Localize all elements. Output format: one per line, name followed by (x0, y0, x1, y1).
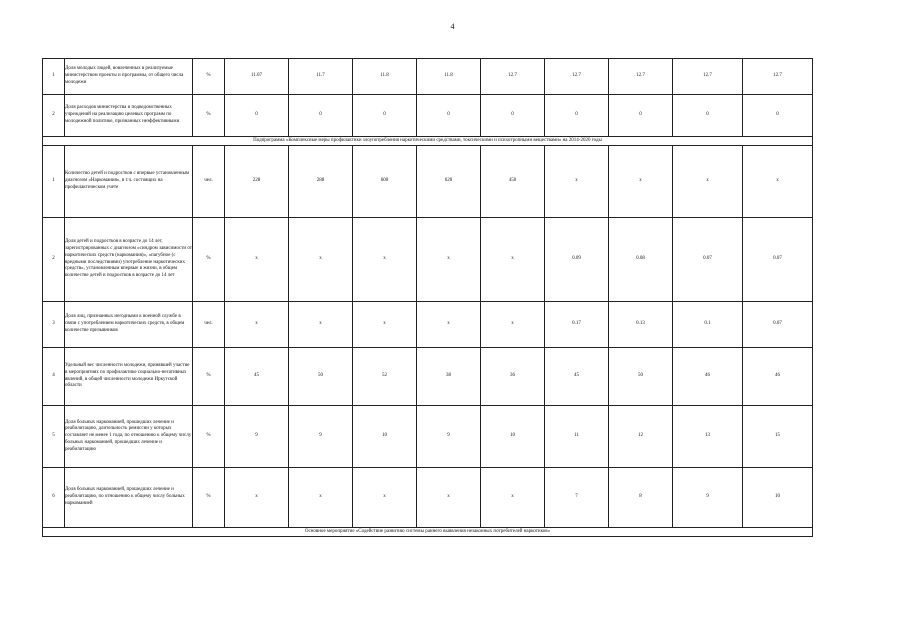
indicator-name: Доля больных наркоманией, прошедших лечение и реабилитацию, длительность ремиссии у которых составляет не менее 1 года, по отношению к общему числу больных наркоманией, прошедших лечение и реабилитацию (65, 406, 193, 468)
value-cell: 52 (353, 348, 417, 406)
value-cell: 12 (609, 406, 673, 468)
value-cell: х (353, 302, 417, 348)
table-row (43, 348, 813, 406)
value-cell: 620 (417, 146, 481, 218)
value-cell: 12.7 (545, 59, 609, 95)
indicator-name: Доля молодых людей, вовлеченных в реализуемые министерством проекты и программы, от общего числа молодежи (65, 59, 193, 95)
value-cell: 0 (481, 95, 545, 137)
value-cell: 0.17 (545, 302, 609, 348)
value-cell: х (289, 218, 353, 302)
row-number: 2 (43, 95, 65, 137)
value-cell: 38 (417, 348, 481, 406)
section-title: Основное мероприятие «Содействие развитию системы раннего выявления незаконных потребителей наркотиков» (43, 528, 813, 537)
table-row (43, 406, 813, 468)
unit-cell: % (193, 348, 225, 406)
value-cell: х (289, 468, 353, 528)
value-cell: 0 (353, 95, 417, 137)
value-cell: 0.08 (609, 218, 673, 302)
value-cell: 11.8 (353, 59, 417, 95)
row-number: 6 (43, 468, 65, 528)
value-cell: 11.7 (289, 59, 353, 95)
indicator-name: Доля расходов министерства и подведомственных учреждений на реализацию целевых программ по молодежной политике, признанных неэффективными (65, 95, 193, 137)
value-cell: 12.7 (609, 59, 673, 95)
value-cell: х (417, 302, 481, 348)
value-cell: 46 (673, 348, 743, 406)
value-cell: х (673, 146, 743, 218)
section-title: Подпрограмма «Комплексные меры профилактики злоупотребления наркотическими средствами, токсическими и психотропными веществами» на 2014-2020 годы (43, 137, 813, 146)
value-cell: х (609, 146, 673, 218)
value-cell: 36 (481, 348, 545, 406)
value-cell: 288 (289, 146, 353, 218)
table-row (43, 302, 813, 348)
unit-cell: % (193, 468, 225, 528)
value-cell: х (353, 218, 417, 302)
value-cell: х (417, 218, 481, 302)
row-number: 4 (43, 348, 65, 406)
row-number: 5 (43, 406, 65, 468)
value-cell: х (417, 468, 481, 528)
value-cell: х (481, 468, 545, 528)
value-cell: 0.07 (743, 302, 813, 348)
value-cell: 0 (417, 95, 481, 137)
indicator-name: Доля лиц, признанных негодными к военной службе в связи с употреблением наркотических средств, в общем количестве призывников (65, 302, 193, 348)
value-cell: 11.07 (225, 59, 289, 95)
value-cell: 600 (353, 146, 417, 218)
row-number: 2 (43, 218, 65, 302)
value-cell: 45 (545, 348, 609, 406)
row-number: 3 (43, 302, 65, 348)
value-cell: 228 (225, 146, 289, 218)
value-cell: 10 (481, 406, 545, 468)
indicator-name: Доля детей и подростков в возрасте до 14 лет, зарегистрированных с диагнозом «синдром зависимости от наркотических средств (наркомания)», «пагубное (с вредными последствиями) употребление наркотических средств», установленным впервые в жизни, в общем количестве детей и подростков в возрасте до 14 лет (65, 218, 193, 302)
section-row (43, 137, 813, 146)
indicator-name: Доля больных наркоманией, прошедших лечение и реабилитацию, по отношению к общему числу больных наркоманией (65, 468, 193, 528)
table-row (43, 218, 813, 302)
indicator-name: Количество детей и подростков с впервые установленным диагнозом «Наркомания», в т.ч. состоящих на профилактическом учете (65, 146, 193, 218)
value-cell: 0.09 (545, 218, 609, 302)
value-cell: 13 (673, 406, 743, 468)
value-cell: 10 (743, 468, 813, 528)
value-cell: 0.07 (673, 218, 743, 302)
table-body (43, 59, 813, 537)
row-number: 1 (43, 59, 65, 95)
table-row (43, 146, 813, 218)
value-cell: 9 (289, 406, 353, 468)
unit-cell: чел. (193, 302, 225, 348)
unit-cell: % (193, 59, 225, 95)
value-cell: х (743, 146, 813, 218)
value-cell: 0 (225, 95, 289, 137)
value-cell: х (225, 302, 289, 348)
value-cell: 8 (609, 468, 673, 528)
value-cell: 0.13 (609, 302, 673, 348)
value-cell: 45 (225, 348, 289, 406)
value-cell: 0.07 (743, 218, 813, 302)
table-row (43, 59, 813, 95)
indicators-table (42, 58, 813, 537)
value-cell: 50 (609, 348, 673, 406)
value-cell: х (289, 302, 353, 348)
value-cell: 9 (417, 406, 481, 468)
value-cell: 50 (289, 348, 353, 406)
value-cell: х (225, 218, 289, 302)
value-cell: 0 (289, 95, 353, 137)
value-cell: х (545, 146, 609, 218)
unit-cell: чел. (193, 146, 225, 218)
value-cell: 7 (545, 468, 609, 528)
unit-cell: % (193, 95, 225, 137)
table-row (43, 468, 813, 528)
table-row (43, 95, 813, 137)
value-cell: 11.8 (417, 59, 481, 95)
unit-cell: % (193, 406, 225, 468)
value-cell: х (481, 302, 545, 348)
value-cell: 0 (743, 95, 813, 137)
value-cell: 12.7 (743, 59, 813, 95)
value-cell: 0 (673, 95, 743, 137)
page-number: 4 (450, 22, 455, 31)
value-cell: х (353, 468, 417, 528)
unit-cell: % (193, 218, 225, 302)
row-number: 1 (43, 146, 65, 218)
value-cell: 10 (353, 406, 417, 468)
value-cell: 15 (743, 406, 813, 468)
section-row (43, 528, 813, 537)
value-cell: 12.7 (481, 59, 545, 95)
value-cell: 0 (545, 95, 609, 137)
value-cell: х (225, 468, 289, 528)
value-cell: 12.7 (673, 59, 743, 95)
indicator-name: Удельный вес численности молодежи, принявшей участие в мероприятиях по профилактике социально-негативных явлений, в общей численности молодежи Иркутской области (65, 348, 193, 406)
value-cell: 450 (481, 146, 545, 218)
value-cell: 9 (225, 406, 289, 468)
value-cell: 0 (609, 95, 673, 137)
value-cell: 9 (673, 468, 743, 528)
value-cell: х (481, 218, 545, 302)
value-cell: 46 (743, 348, 813, 406)
value-cell: 11 (545, 406, 609, 468)
value-cell: 0.1 (673, 302, 743, 348)
